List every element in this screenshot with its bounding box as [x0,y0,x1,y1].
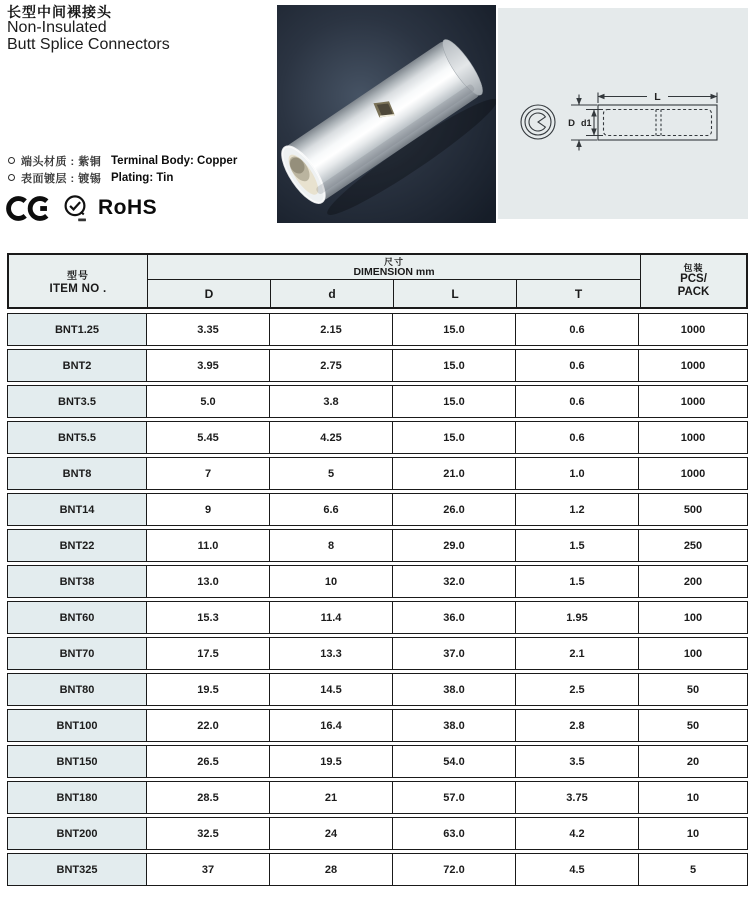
dim-L-cell: 26.0 [393,494,516,525]
dimension-sub-headers [148,280,640,307]
dim-L-cell: 15.0 [393,314,516,345]
dim-L-cell: 38.0 [393,674,516,705]
spec-terminal-body [8,154,237,167]
item-no-cell: BNT325 [8,854,147,885]
pack-zh: 包装 [683,263,704,273]
ce-mark-icon [5,195,52,222]
dim-L-cell: 32.0 [393,566,516,597]
table-row [7,853,748,886]
pack-cell: 100 [683,611,703,624]
dim-T-cell: 0.6 [516,314,639,345]
dim-d-cell: 5 [270,458,393,489]
dim-D-cell: 3.95 [147,350,270,381]
item-no-cell: BNT1.25 [8,314,147,345]
dim-L-cell: 36.0 [393,602,516,633]
product-photo [277,5,496,223]
dim-D-cell: 7 [147,458,270,489]
table-row [7,493,748,526]
dim-d-cell: 10 [270,566,393,597]
dim-d-cell: 3.8 [270,386,393,417]
dim-D-cell: 28.5 [147,782,270,813]
item-no-cell: BNT3.5 [8,386,147,417]
title-block [7,5,170,53]
dim-d-cell: 14.5 [270,674,393,705]
pack-cell: 50 [686,719,700,732]
dim-T-cell: 0.6 [516,422,639,453]
pack-cell: 1000 [680,395,706,408]
item-no-cell: BNT2 [8,350,147,381]
table-row [7,349,748,382]
table-row [7,709,748,742]
dim-L-cell: 29.0 [393,530,516,561]
product-title-zh: 长型中间裸接头 [7,4,112,20]
dimension-group-header [148,255,640,280]
dim-T-cell: 0.6 [516,386,639,417]
item-no-cell: BNT150 [8,746,147,777]
spec-terminal-body-zh: 端头材质 : 紫铜 [21,155,102,168]
table-row [7,457,748,490]
dim-D-cell: 5.45 [147,422,270,453]
pack-cell: 10 [686,827,700,840]
dim-d-cell: 19.5 [270,746,393,777]
pack-cell: 10 [686,791,700,804]
dim-L-cell: 15.0 [393,422,516,453]
pack-en-line2: PACK [677,286,710,298]
dim-T-cell: 2.8 [516,710,639,741]
dim-D-cell: 26.5 [147,746,270,777]
item-no-cell: BNT5.5 [8,422,147,453]
spec-plating-zh: 表面镀层 : 镀锡 [21,172,102,185]
item-no-cell: BNT70 [8,638,147,669]
dim-T-cell: 1.2 [516,494,639,525]
dim-d-cell: 2.15 [270,314,393,345]
pack-cell: 1000 [680,323,706,336]
dim-d-cell: 28 [270,854,393,885]
table-row [7,529,748,562]
column-header-D: D [148,280,271,307]
pack-cell: 500 [683,503,703,516]
table-row [7,745,748,778]
bullet-icon [8,157,15,164]
item-no-cell: BNT38 [8,566,147,597]
column-header-pack [640,255,746,307]
dim-d-cell: 24 [270,818,393,849]
pack-cell: 100 [683,647,703,660]
dim-d-cell: 21 [270,782,393,813]
item-no-cell: BNT200 [8,818,147,849]
dim-d-cell: 13.3 [270,638,393,669]
dim-T-cell: 1.5 [516,566,639,597]
table-row [7,385,748,418]
dim-d-cell: 16.4 [270,710,393,741]
dim-d-cell: 8 [270,530,393,561]
dim-D-cell: 3.35 [147,314,270,345]
diagram-length-label: L [654,91,661,103]
item-no-cell: BNT8 [8,458,147,489]
dim-L-cell: 38.0 [393,710,516,741]
product-title-en-line2: Butt Splice Connectors [7,35,170,53]
dim-D-cell: 13.0 [147,566,270,597]
certification-logos [5,192,157,224]
spec-plating-en: Plating: Tin [111,171,174,184]
item-no-cell: BNT180 [8,782,147,813]
item-no-cell: BNT100 [8,710,147,741]
dim-D-cell: 17.5 [147,638,270,669]
dim-T-cell: 3.5 [516,746,639,777]
item-no-cell: BNT80 [8,674,147,705]
dim-D-cell: 11.0 [147,530,270,561]
table-header [7,253,748,309]
table-row [7,817,748,850]
dim-D-cell: 9 [147,494,270,525]
column-header-item-no [9,255,148,307]
spec-table [7,253,748,886]
dim-T-cell: 2.1 [516,638,639,669]
table-row [7,673,748,706]
table-row [7,421,748,454]
diagram-outer-dia-label: D [568,118,575,129]
dim-T-cell: 2.5 [516,674,639,705]
table-row [7,781,748,814]
dim-D-cell: 22.0 [147,710,270,741]
spec-terminal-body-en: Terminal Body: Copper [111,154,238,167]
dim-L-cell: 54.0 [393,746,516,777]
dim-d-cell: 4.25 [270,422,393,453]
column-header-d: d [271,280,394,307]
dim-d-cell: 6.6 [270,494,393,525]
dim-L-cell: 15.0 [393,350,516,381]
dim-T-cell: 1.5 [516,530,639,561]
dim-T-cell: 4.2 [516,818,639,849]
item-no-zh: 型号 [67,271,89,282]
dimension-zh: 尺寸 [383,256,404,267]
column-header-T: T [574,286,583,301]
item-no-cell: BNT14 [8,494,147,525]
dim-D-cell: 15.3 [147,602,270,633]
dimension-diagram [498,8,748,219]
dimension-en: DIMENSION mm [353,265,435,278]
rohs-label: RoHS [98,196,158,219]
diagram-inner-dia-label: d1 [580,118,592,128]
dim-L-cell: 15.0 [393,386,516,417]
dim-D-cell: 19.5 [147,674,270,705]
item-no-cell: BNT22 [8,530,147,561]
pack-en-line1: PCS/ [680,273,707,285]
table-row [7,637,748,670]
product-title-en-line1: Non-Insulated [7,19,107,36]
table-row [7,601,748,634]
dim-L-cell: 72.0 [393,854,516,885]
material-specs [8,154,237,188]
pack-cell: 5 [689,863,697,876]
dim-d-cell: 11.4 [270,602,393,633]
dim-L-cell: 57.0 [393,782,516,813]
pack-cell: 1000 [680,359,706,372]
dim-T-cell: 3.75 [516,782,639,813]
column-header-L: L [394,280,517,307]
item-no-cell: BNT60 [8,602,147,633]
pack-cell: 200 [683,575,703,588]
column-group-dimension [148,255,640,307]
table-body [7,313,748,886]
dim-L-cell: 37.0 [393,638,516,669]
dim-d-cell: 2.75 [270,350,393,381]
pack-cell: 50 [686,683,700,696]
pack-cell: 20 [686,755,700,768]
pack-cell: 1000 [680,431,706,444]
dim-D-cell: 32.5 [147,818,270,849]
dim-T-cell: 1.95 [516,602,639,633]
spec-plating [8,171,237,184]
bullet-icon [8,174,15,181]
dim-D-cell: 37 [147,854,270,885]
dim-L-cell: 63.0 [393,818,516,849]
pack-cell: 250 [683,539,703,552]
dim-L-cell: 21.0 [393,458,516,489]
table-row [7,565,748,598]
quality-mark-icon [61,193,89,224]
dim-T-cell: 1.0 [516,458,639,489]
dim-T-cell: 0.6 [516,350,639,381]
table-row [7,313,748,346]
item-no-en: ITEM NO . [49,283,107,295]
pack-cell: 1000 [680,467,706,480]
dim-D-cell: 5.0 [147,386,270,417]
dim-T-cell: 4.5 [516,854,639,885]
